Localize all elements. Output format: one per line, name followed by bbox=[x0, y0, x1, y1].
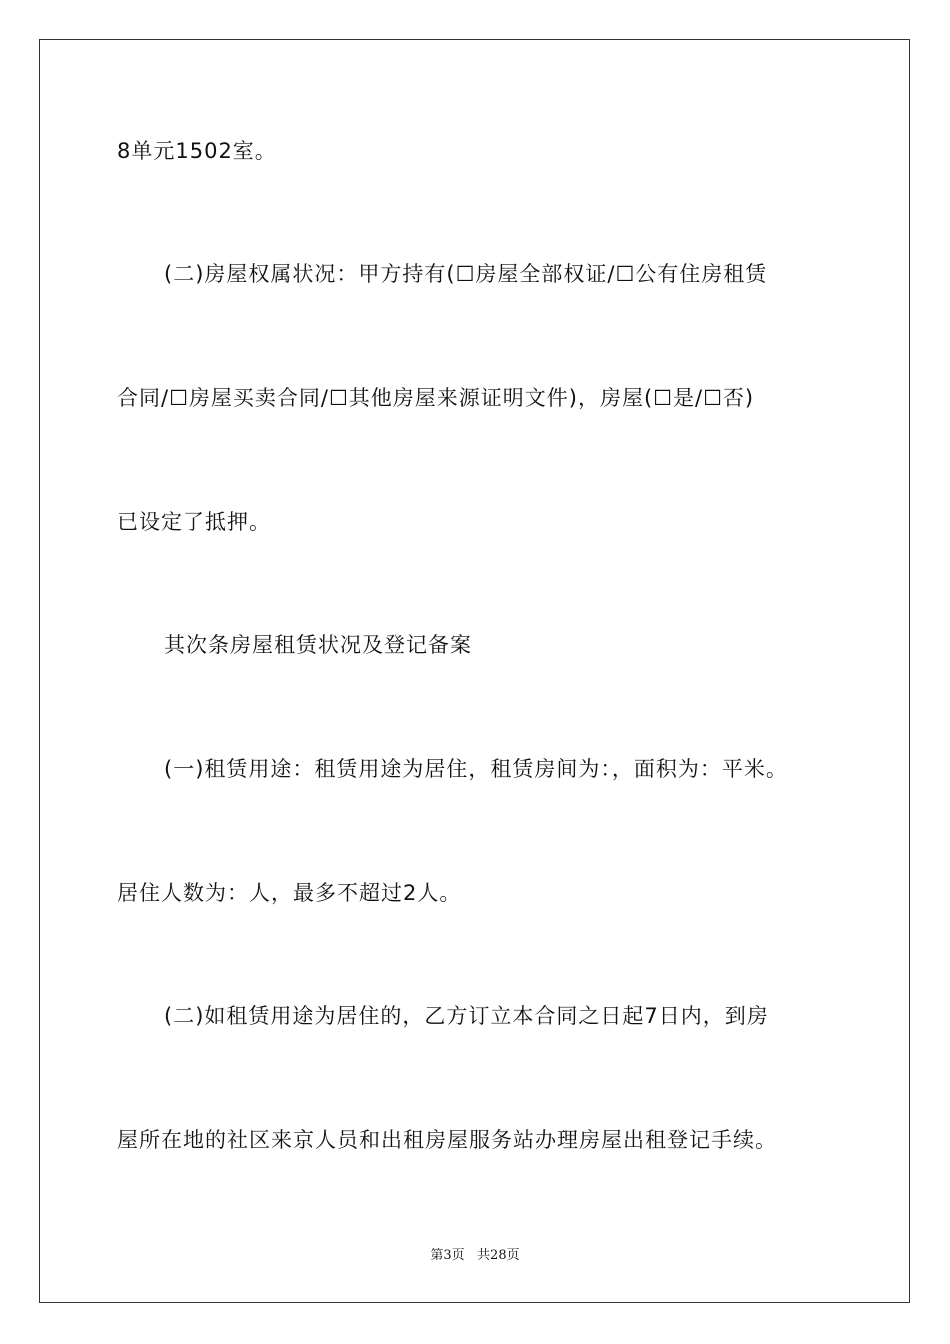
text-line-1: 8单元1502室。 bbox=[117, 139, 277, 163]
page-number-footer: 第3页 共28页 bbox=[430, 1248, 520, 1263]
text-line-6: (一)租赁用途：租赁用途为居住，租赁房间为：，面积为：平米。 bbox=[164, 757, 788, 781]
page-border bbox=[39, 39, 910, 1303]
text-line-9: 屋所在地的社区来京人员和出租房屋服务站办理房屋出租登记手续。 bbox=[117, 1128, 777, 1152]
text-line-3: 合同/☐房屋买卖合同/☐其他房屋来源证明文件)，房屋(☐是/☐否) bbox=[117, 386, 755, 410]
text-line-7: 居住人数为：人，最多不超过2人。 bbox=[117, 881, 462, 905]
text-line-4: 已设定了抵押。 bbox=[117, 510, 271, 534]
text-line-2: (二)房屋权属状况：甲方持有(☐房屋全部权证/☐公有住房租赁 bbox=[164, 262, 768, 286]
text-line-8: (二)如租赁用途为居住的，乙方订立本合同之日起7日内，到房 bbox=[164, 1004, 769, 1028]
section-heading: 其次条房屋租赁状况及登记备案 bbox=[164, 633, 472, 657]
